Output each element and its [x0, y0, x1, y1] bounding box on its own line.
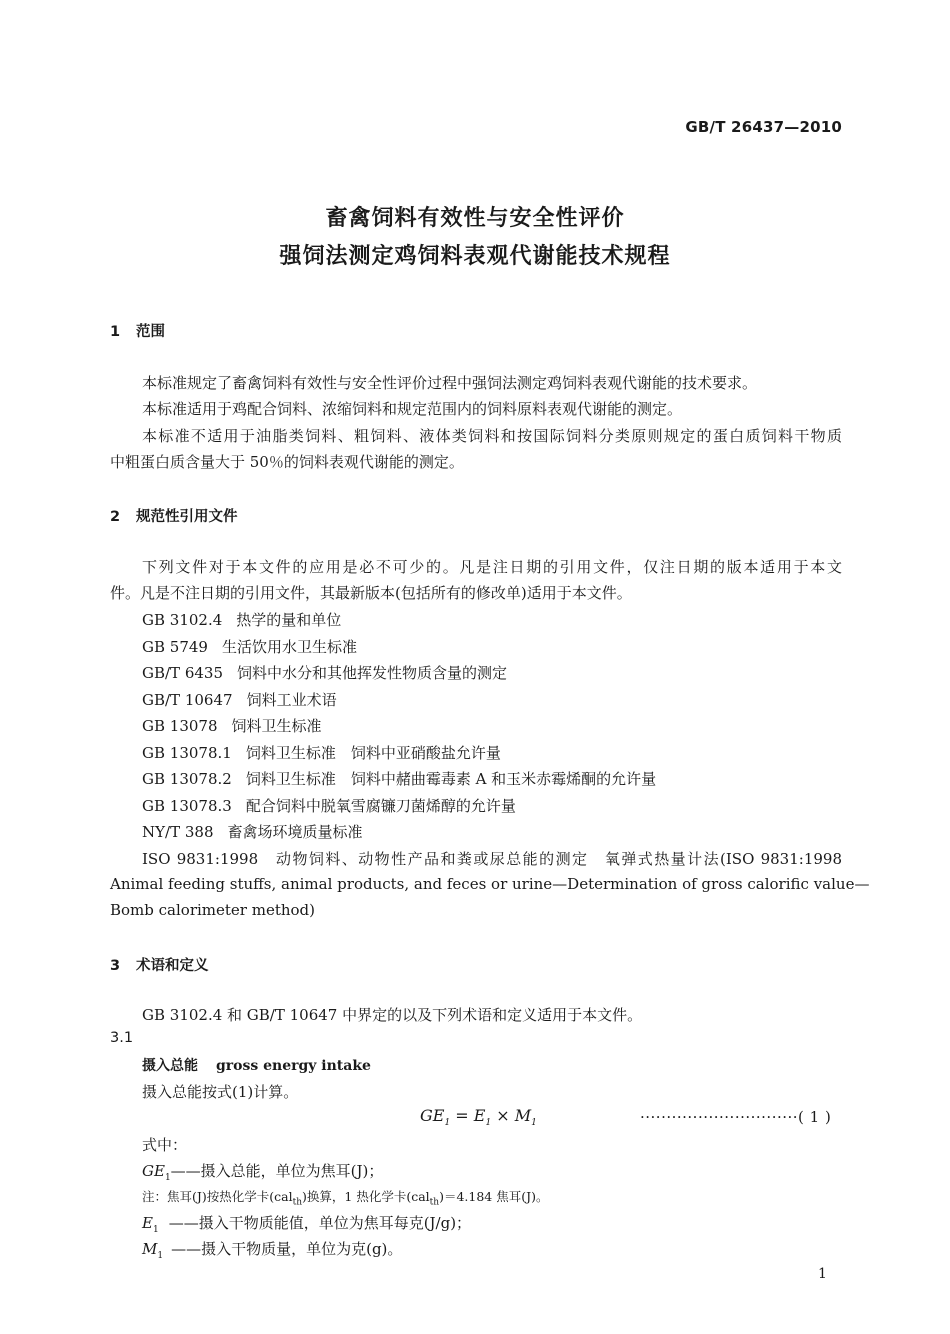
terms-intro: GB 3102.4 和 GB/T 10647 中界定的以及下列术语和定义适用于本文件。: [142, 1006, 643, 1024]
scope-paragraph-3-line-2: 中粗蛋白质含量大于 50％的饲料表观代谢能的测定。: [110, 453, 464, 471]
section-title: 范围: [136, 324, 165, 340]
references-intro-line-2: 件。凡是不注日期的引用文件，其最新版本(包括所有的修改单)适用于本文件。: [110, 584, 632, 602]
iso-reference-line-2: Animal feeding stuffs, animal products, and feces or urine—Determination of gross calorific value—: [110, 875, 870, 893]
reference-title: 热学的量和单位: [236, 611, 342, 629]
section-2-heading: [110, 505, 238, 526]
reference-title: 生活饮用水卫生标准: [221, 638, 357, 656]
reference-title: 饲料工业术语: [246, 691, 337, 709]
note-sub: th: [429, 1197, 440, 1208]
section-title: 术语和定义: [136, 958, 209, 974]
reference-item: [142, 768, 656, 789]
formula-sub: 1: [531, 1118, 537, 1129]
page-number: 1: [818, 1266, 827, 1282]
formula-e: E: [473, 1106, 486, 1125]
term-entry: [142, 1055, 371, 1075]
iso-reference-line-1: ISO 9831:1998 动物饲料、动物性产品和粪或尿总能的测定 氧弹式热量计法(ISO 9831:1998: [142, 850, 842, 868]
reference-item: [142, 795, 516, 816]
section-number: 2: [110, 509, 121, 525]
note: [142, 1187, 548, 1208]
standard-number: GB/T 26437—2010: [685, 118, 842, 136]
reference-title: 配合饲料中脱氧雪腐镰刀菌烯醇的允许量: [245, 797, 516, 815]
definition-ge: [142, 1160, 383, 1183]
term-chinese: 摄入总能: [142, 1058, 198, 1074]
formula-m: M: [514, 1106, 532, 1125]
symbol-sub: 1: [152, 1225, 159, 1235]
definition-m: [142, 1238, 402, 1261]
definition-text: ——摄入总能，单位为焦耳(J)；: [170, 1162, 384, 1180]
formula-1: [420, 1106, 537, 1128]
reference-code: GB 3102.4: [142, 611, 223, 629]
term-english: gross energy intake: [216, 1058, 371, 1074]
reference-code: GB/T 10647: [142, 691, 233, 709]
section-number: 3: [110, 958, 121, 974]
note-sub: th: [292, 1197, 303, 1208]
symbol-sub: 1: [164, 1173, 171, 1183]
references-intro-line-1: 下列文件对于本文件的应用是必不可少的。凡是注日期的引用文件，仅注日期的版本适用于本文: [142, 558, 842, 576]
formula-sub: 1: [444, 1118, 451, 1129]
formula-ge: GE: [420, 1106, 445, 1125]
symbol-ge: GE: [142, 1162, 165, 1180]
subsection-number: 3.1: [110, 1030, 134, 1046]
formula-number: ······························( 1 ): [640, 1108, 832, 1126]
reference-title: 饲料卫生标准 饲料中亚硝酸盐允许量: [245, 744, 501, 762]
definition-text: ——摄入干物质能值，单位为焦耳每克(J/g)；: [168, 1214, 472, 1232]
reference-title: 饲料卫生标准 饲料中赭曲霉毒素 A 和玉米赤霉烯酮的允许量: [245, 770, 657, 788]
reference-item: [142, 715, 322, 736]
reference-item: [142, 821, 363, 842]
reference-title: 畜禽场环境质量标准: [227, 823, 363, 841]
reference-code: GB 13078.3: [142, 797, 232, 815]
symbol-e: E: [142, 1214, 153, 1232]
reference-code: GB 13078.2: [142, 770, 232, 788]
formula-equals: =: [450, 1106, 474, 1125]
scope-paragraph-1: 本标准规定了畜禽饲料有效性与安全性评价过程中强饲法测定鸡饲料表观代谢能的技术要求。: [142, 374, 758, 392]
reference-title: 饲料中水分和其他挥发性物质含量的测定: [237, 664, 508, 682]
definition-text: ——摄入干物质量，单位为克(g)。: [171, 1240, 403, 1258]
reference-item: [142, 636, 357, 657]
formula-sub: 1: [485, 1118, 492, 1129]
section-3-heading: [110, 954, 209, 975]
note-text: 注：焦耳(J)按热化学卡(cal: [142, 1189, 293, 1204]
note-text: )＝4.184 焦耳(J)。: [439, 1189, 549, 1204]
reference-item: [142, 609, 341, 630]
reference-title: 饲料卫生标准: [231, 717, 322, 735]
section-title: 规范性引用文件: [136, 509, 238, 525]
calculation-text: 摄入总能按式(1)计算。: [142, 1083, 299, 1101]
definition-e: [142, 1212, 471, 1235]
reference-item: [142, 689, 337, 710]
symbol-sub: 1: [157, 1251, 164, 1261]
reference-item: [142, 662, 507, 683]
title-line-2: 强饲法测定鸡饲料表观代谢能技术规程: [279, 244, 671, 269]
formula-times: ×: [491, 1106, 515, 1125]
note-text: )换算，1 热化学卡(cal: [302, 1189, 430, 1204]
reference-code: NY/T 388: [142, 823, 214, 841]
reference-code: GB 5749: [142, 638, 208, 656]
section-number: 1: [110, 324, 121, 340]
where-label: 式中：: [142, 1136, 188, 1154]
scope-paragraph-3-line-1: 本标准不适用于油脂类饲料、粗饲料、液体类饲料和按国际饲料分类原则规定的蛋白质饲料干物质: [142, 427, 842, 445]
scope-paragraph-2: 本标准适用于鸡配合饲料、浓缩饲料和规定范围内的饲料原料表观代谢能的测定。: [142, 400, 683, 418]
iso-reference-line-3: Bomb calorimeter method): [110, 901, 316, 919]
title-line-1: 畜禽饲料有效性与安全性评价: [325, 206, 625, 231]
symbol-m: M: [142, 1240, 158, 1258]
reference-code: GB 13078: [142, 717, 218, 735]
reference-item: [142, 742, 501, 763]
section-1-heading: [110, 320, 165, 341]
reference-code: GB 13078.1: [142, 744, 232, 762]
reference-code: GB/T 6435: [142, 664, 224, 682]
